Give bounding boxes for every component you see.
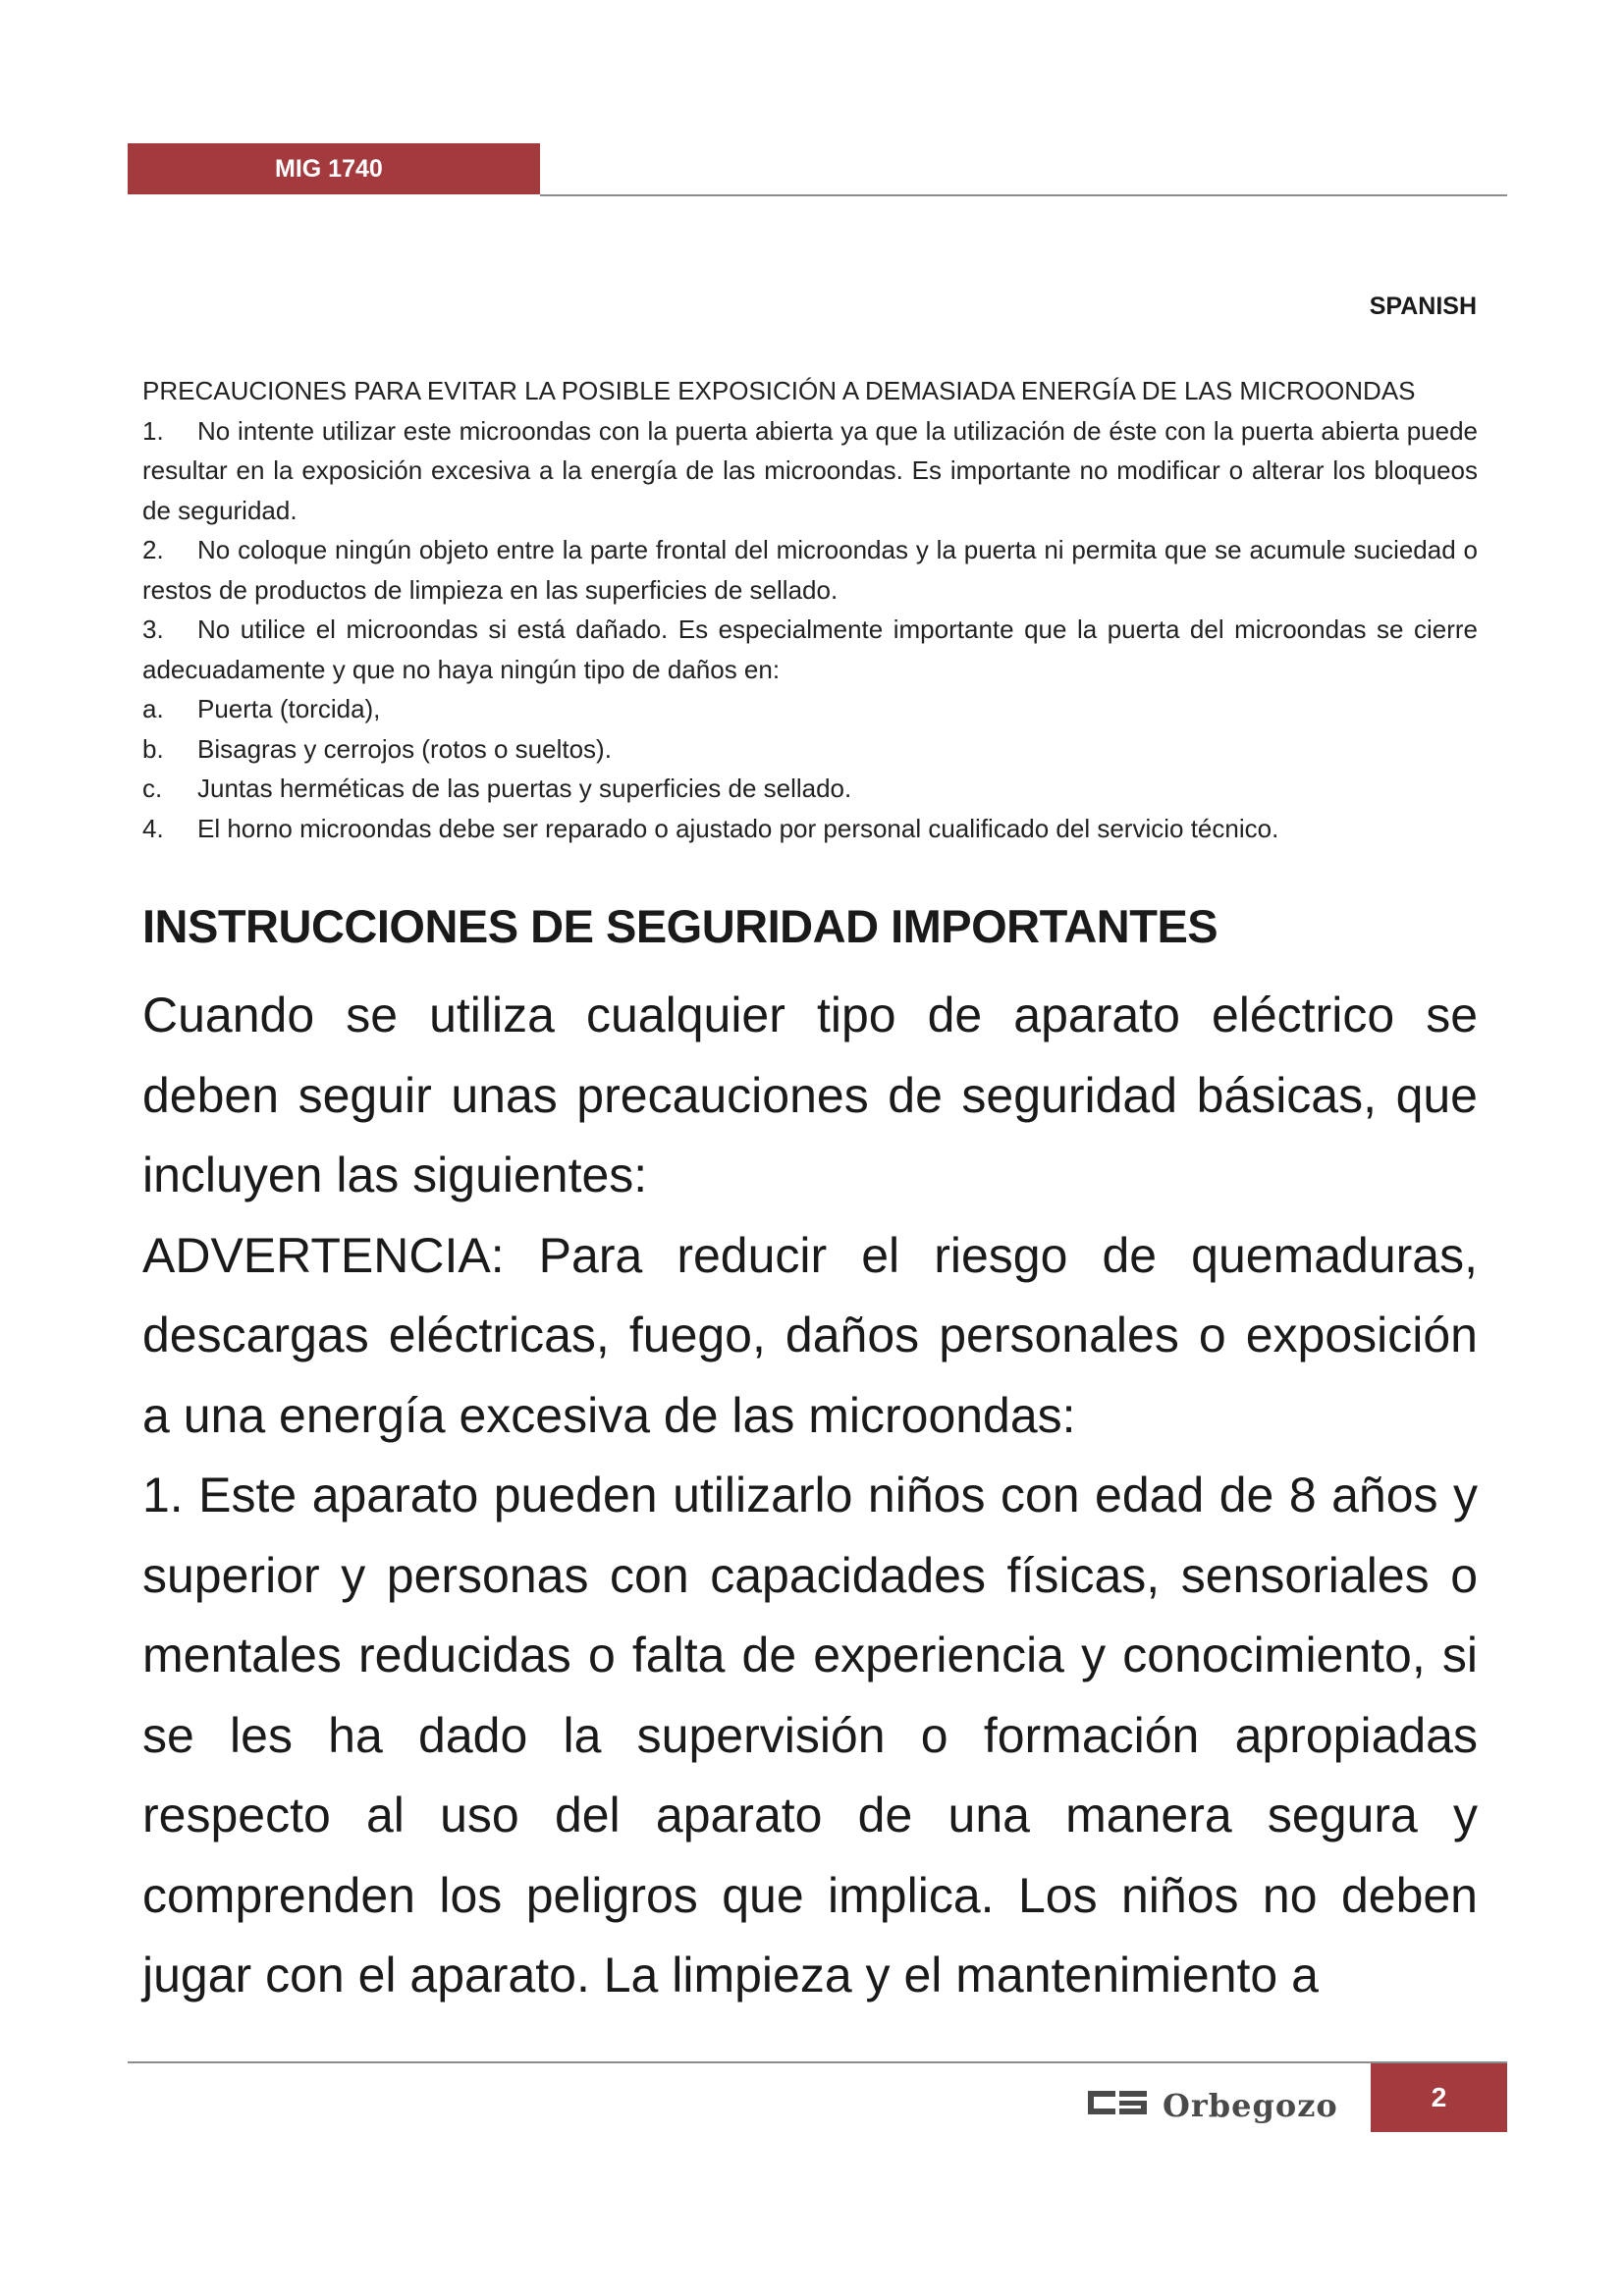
item-number: 4. <box>142 813 164 843</box>
item-number: 2. <box>142 535 164 564</box>
precaution-item <box>142 769 1478 809</box>
item-number: b. <box>142 733 164 764</box>
precautions-title: PRECAUCIONES PARA EVITAR LA POSIBLE EXPOSICIÓN A DEMASIADA ENERGÍA DE LAS MICROONDAS <box>142 376 1416 405</box>
item-text: Puerta (torcida), <box>197 694 381 723</box>
page-number: 2 <box>1371 2063 1507 2132</box>
precaution-item <box>142 729 1478 770</box>
header-rule <box>540 194 1507 196</box>
item-text: Bisagras y cerrojos (rotos o sueltos). <box>197 733 612 764</box>
item-text: Juntas herméticas de las puertas y superficies de sellado. <box>197 774 852 803</box>
safety-intro: Cuando se utiliza cualquier tipo de aparato eléctrico se deben seguir unas precauciones de seguridad básicas, que incluyen las siguientes: <box>142 988 1478 1202</box>
item-text: No utilice el microondas si está dañado. Es especialmente importante que la puerta del microondas se cierre adecuadamente y que no haya ningún tipo de daños en: <box>142 614 1478 684</box>
safety-warning: ADVERTENCIA: Para reducir el riesgo de quemaduras, descargas eléctricas, fuego, daños personales o exposición a una energía excesiva de las microondas: <box>142 1227 1478 1443</box>
model-label: MIG 1740 <box>275 155 383 183</box>
safety-heading: INSTRUCCIONES DE SEGURIDAD IMPORTANTES <box>142 900 1218 952</box>
item-number: 1. <box>142 415 164 446</box>
item-text: No intente utilizar este microondas con la puerta abierta ya que la utilización de éste con la puerta abierta puede resultar en la exposición excesiva a la energía de las microondas. Es importante no modificar o alterar los bloqueos de seguridad. <box>142 415 1478 525</box>
safety-item-1: 1. Este aparato pueden utilizarlo niños con edad de 8 años y superior y personas con capacidades físicas, sensoriales o mentales reducidas o falta de experiencia y conocimiento, si se les ha dado la supervisión o formación apropiadas respecto al uso del aparato de una manera segura y comprenden los peligros que implica. Los niños no deben jugar con el aparato. La limpieza y el mantenimiento a <box>142 1468 1478 2002</box>
precaution-item <box>142 809 1478 849</box>
precautions-section <box>142 371 1478 848</box>
safety-body <box>142 976 1478 2016</box>
footer-rule <box>128 2061 1507 2063</box>
orbegozo-logo-icon <box>1080 2073 1375 2132</box>
precaution-item <box>142 530 1478 610</box>
item-number: 3. <box>142 614 164 644</box>
svg-text:Orbegozo: Orbegozo <box>1163 2087 1338 2124</box>
item-text: No coloque ningún objeto entre la parte frontal del microondas y la puerta ni permita que se acumule suciedad o restos de productos de limpieza en las superficies de sellado. <box>142 535 1478 605</box>
item-number: c. <box>142 774 163 803</box>
precaution-item <box>142 689 1478 729</box>
item-number: a. <box>142 694 164 723</box>
brand-logo <box>1080 2073 1375 2132</box>
precaution-item <box>142 610 1478 689</box>
precaution-item <box>142 411 1478 531</box>
item-text: El horno microondas debe ser reparado o ajustado por personal cualificado del servicio técnico. <box>197 813 1279 843</box>
header-model-tab <box>128 143 540 194</box>
language-label: SPANISH <box>1369 293 1477 320</box>
